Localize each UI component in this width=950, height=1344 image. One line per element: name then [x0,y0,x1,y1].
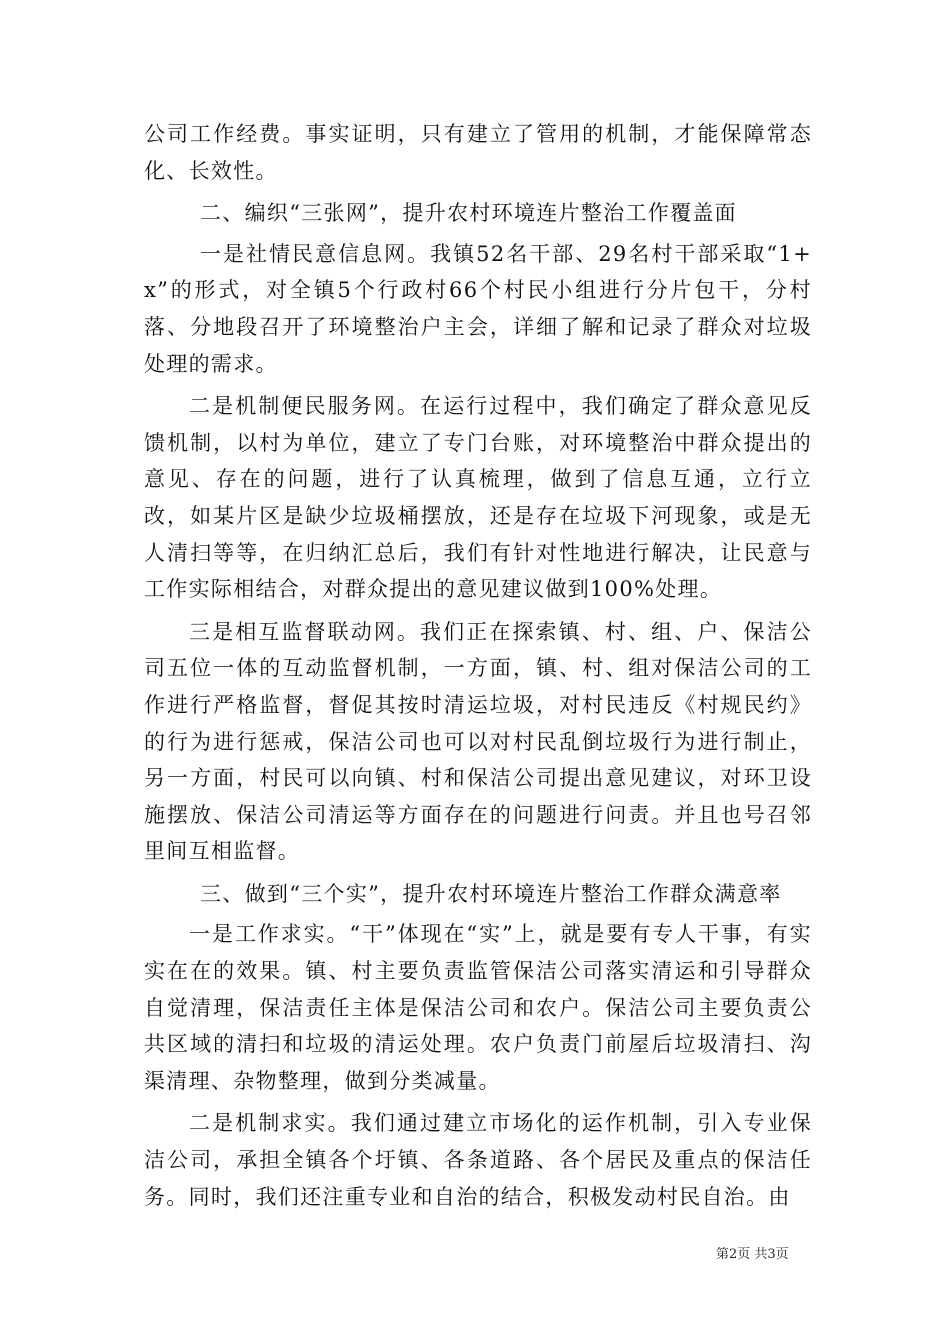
page-number: 第2页 共3页 [716,1247,789,1262]
paragraph-info-network: 一是社情民意信息网。我镇52名干部、29名村干部采取“1+x”的形式，对全镇5个行政村66个村民小组进行分片包干，分村落、分地段召开了环境整治户主会，详细了解和记录了群众对垃圾处理的需求。 [144,241,812,376]
paragraph-work-practical: 一是工作求实。“干”体现在“实”上，就是要有专人干事，有实实在在的效果。镇、村主要负责监管保洁公司落实清运和引导群众自觉清理，保洁责任主体是保洁公司和农户。保洁公司主要负责公共区域的清扫和垃圾的清运处理。农户负责门前屋后垃圾清扫、沟渠清理、杂物整理，做到分类减量。 [144,922,812,1093]
paragraph-mechanism-practical: 二是机制求实。我们通过建立市场化的运作机制，引入专业保洁公司，承担全镇各个圩镇、各条道路、各个居民及重点的保洁任务。同时，我们还注重专业和自治的结合，积极发动村民自治。由 [144,1111,812,1209]
document-body [144,116,812,1221]
paragraph-supervision-network: 三是相互监督联动网。我们正在探索镇、村、组、户、保洁公司五位一体的互动监督机制，一方面，镇、村、组对保洁公司的工作进行严格监督，督促其按时清运垃圾，对村民违反《村规民约》的行为进行惩戒，保洁公司也可以对村民乱倒垃圾行为进行制止，另一方面，村民可以向镇、村和保洁公司提出意见建议，对环卫设施摆放、保洁公司清运等方面存在的问题进行问责。并且也号召邻里间互相监督。 [144,619,812,864]
paragraph-continuation: 公司工作经费。事实证明，只有建立了管用的机制，才能保障常态化、长效性。 [144,122,812,183]
section-heading-2: 二、编织“三张网”，提升农村环境连片整治工作覆盖面 [200,201,737,226]
section-heading-3: 三、做到“三个实”，提升农村环境连片整治工作群众满意率 [200,881,782,906]
paragraph-service-network: 二是机制便民服务网。在运行过程中，我们确定了群众意见反馈机制，以村为单位，建立了专门台账，对环境整治中群众提出的意见、存在的问题，进行了认真梳理，做到了信息互通，立行立改，如某片区是缺少垃圾桶摆放，还是存在垃圾下河现象，或是无人清扫等等，在归纳汇总后，我们有针对性地进行解决，让民意与工作实际相结合，对群众提出的意见建议做到100%处理。 [144,394,812,602]
